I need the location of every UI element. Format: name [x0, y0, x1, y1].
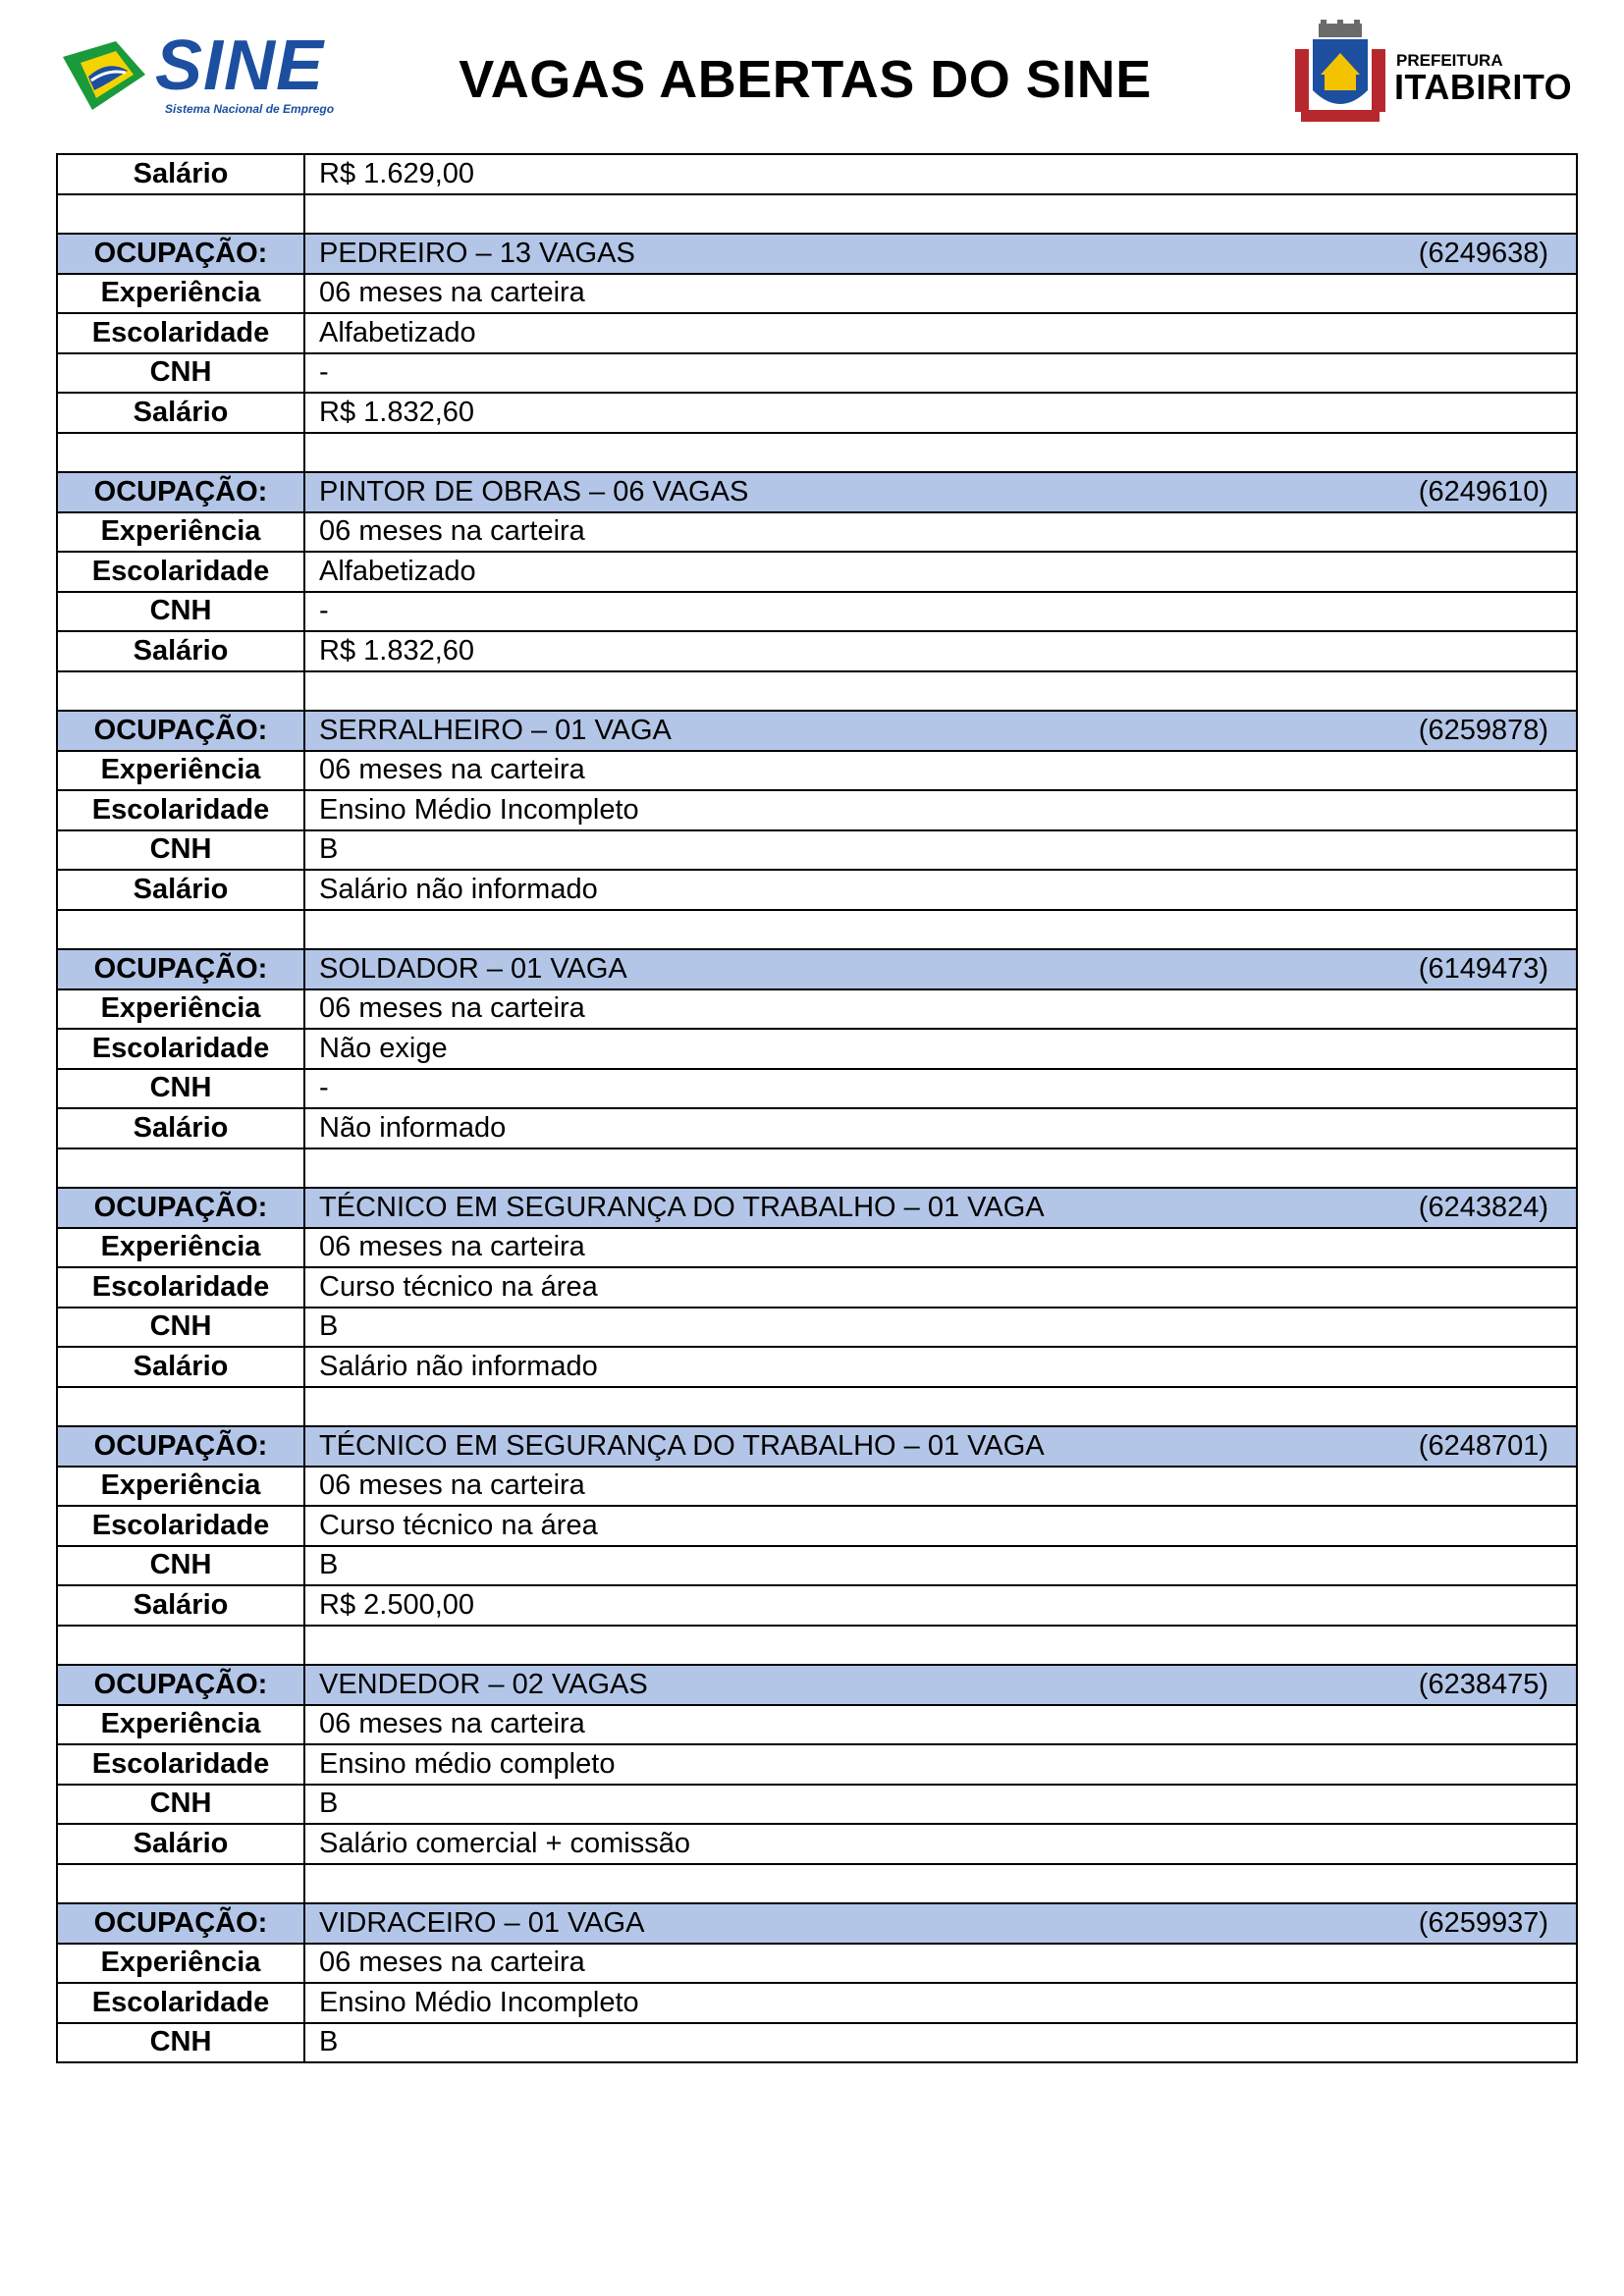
- sine-logo-text: SINE: [155, 27, 325, 105]
- table-row: [57, 830, 1577, 871]
- table-row: [57, 1108, 1577, 1148]
- salary-label: Salário: [57, 1108, 304, 1148]
- license-value: B: [304, 1546, 1577, 1586]
- spacer-row: [57, 1864, 1577, 1904]
- license-value: -: [304, 1069, 1577, 1109]
- license-label: CNH: [57, 1308, 304, 1348]
- brazil-flag-icon: [59, 37, 147, 114]
- sine-logo: [59, 29, 344, 123]
- table-row: [57, 790, 1577, 830]
- salary-label: Salário: [57, 1347, 304, 1387]
- salary-value: Salário não informado: [304, 870, 1577, 910]
- occupation-title: TÉCNICO EM SEGURANÇA DO TRABALHO – 01 VAGA: [319, 1191, 1045, 1223]
- license-label: CNH: [57, 1069, 304, 1109]
- occupation-title: PINTOR DE OBRAS – 06 VAGAS: [319, 475, 749, 507]
- license-value: -: [304, 592, 1577, 632]
- table-row: [57, 1585, 1577, 1626]
- spacer-row: [57, 1387, 1577, 1427]
- schooling-label: Escolaridade: [57, 1267, 304, 1308]
- schooling-value: Ensino Médio Incompleto: [304, 1983, 1577, 2023]
- table-row: [57, 2023, 1577, 2063]
- table-row: [57, 1308, 1577, 1348]
- spacer-cell: [304, 910, 1577, 950]
- spacer-cell: [57, 1626, 304, 1666]
- experience-label: Experiência: [57, 274, 304, 314]
- license-label: CNH: [57, 1785, 304, 1825]
- table-row: [57, 870, 1577, 910]
- salary-label: Salário: [57, 1585, 304, 1626]
- salary-value: Salário comercial + comissão: [304, 1824, 1577, 1864]
- occupation-code: (6249610): [1418, 475, 1548, 507]
- table-row: [57, 353, 1577, 394]
- occupation-code: (6249638): [1418, 237, 1548, 269]
- license-value: B: [304, 1785, 1577, 1825]
- salary-value: R$ 2.500,00: [304, 1585, 1577, 1626]
- table-row: [57, 274, 1577, 314]
- table-row: [57, 1824, 1577, 1864]
- license-value: B: [304, 1308, 1577, 1348]
- schooling-value: Não exige: [304, 1029, 1577, 1069]
- schooling-value: Ensino Médio Incompleto: [304, 790, 1577, 830]
- occupation-title: SERRALHEIRO – 01 VAGA: [319, 714, 672, 746]
- job-openings-table: [56, 153, 1578, 2063]
- spacer-cell: [57, 910, 304, 950]
- occupation-label: OCUPAÇÃO:: [57, 711, 304, 751]
- occupation-title: VENDEDOR – 02 VAGAS: [319, 1668, 648, 1700]
- occupation-cell: [304, 949, 1577, 989]
- occupation-title: SOLDADOR – 01 VAGA: [319, 952, 627, 985]
- salary-value: R$ 1.832,60: [304, 393, 1577, 433]
- prefeitura-label: PREFEITURA: [1396, 51, 1503, 70]
- experience-value: 06 meses na carteira: [304, 512, 1577, 553]
- occupation-label: OCUPAÇÃO:: [57, 234, 304, 274]
- experience-label: Experiência: [57, 1228, 304, 1268]
- table-row: [57, 1069, 1577, 1109]
- occupation-cell: [304, 711, 1577, 751]
- occupation-row: [57, 711, 1577, 751]
- table-row: [57, 1228, 1577, 1268]
- experience-label: Experiência: [57, 751, 304, 791]
- spacer-cell: [57, 433, 304, 473]
- occupation-title: PEDREIRO – 13 VAGAS: [319, 237, 635, 269]
- table-row: [57, 989, 1577, 1030]
- schooling-label: Escolaridade: [57, 313, 304, 353]
- occupation-row: [57, 1426, 1577, 1467]
- experience-value: 06 meses na carteira: [304, 1467, 1577, 1507]
- table-row: [57, 1347, 1577, 1387]
- salary-value: R$ 1.832,60: [304, 631, 1577, 671]
- license-label: CNH: [57, 830, 304, 871]
- spacer-cell: [57, 1148, 304, 1189]
- spacer-cell: [57, 194, 304, 235]
- spacer-cell: [304, 1626, 1577, 1666]
- table-row: [57, 631, 1577, 671]
- spacer-cell: [304, 194, 1577, 235]
- prefeitura-city-name: ITABIRITO: [1394, 67, 1573, 107]
- table-row: [57, 1506, 1577, 1546]
- table-row: [57, 393, 1577, 433]
- table-row: [57, 1029, 1577, 1069]
- prefeitura-logo: [1291, 20, 1576, 128]
- spacer-row: [57, 433, 1577, 473]
- occupation-row: [57, 1665, 1577, 1705]
- spacer-cell: [304, 433, 1577, 473]
- occupation-code: (6243824): [1418, 1191, 1548, 1223]
- license-label: CNH: [57, 353, 304, 394]
- occupation-cell: [304, 1188, 1577, 1228]
- occupation-code: (6238475): [1418, 1668, 1548, 1700]
- spacer-cell: [57, 671, 304, 712]
- schooling-value: Ensino médio completo: [304, 1744, 1577, 1785]
- schooling-label: Escolaridade: [57, 1744, 304, 1785]
- schooling-label: Escolaridade: [57, 1983, 304, 2023]
- experience-label: Experiência: [57, 1705, 304, 1745]
- table-row: [57, 154, 1577, 194]
- table-row: [57, 1785, 1577, 1825]
- occupation-label: OCUPAÇÃO:: [57, 1426, 304, 1467]
- salary-value: Salário não informado: [304, 1347, 1577, 1387]
- table-row: [57, 1546, 1577, 1586]
- occupation-cell: [304, 1426, 1577, 1467]
- experience-label: Experiência: [57, 989, 304, 1030]
- schooling-label: Escolaridade: [57, 1506, 304, 1546]
- schooling-value: Curso técnico na área: [304, 1267, 1577, 1308]
- salary-label: Salário: [57, 1824, 304, 1864]
- spacer-cell: [304, 1148, 1577, 1189]
- schooling-value: Curso técnico na área: [304, 1506, 1577, 1546]
- occupation-cell: [304, 472, 1577, 512]
- experience-label: Experiência: [57, 1467, 304, 1507]
- schooling-label: Escolaridade: [57, 552, 304, 592]
- schooling-value: Alfabetizado: [304, 313, 1577, 353]
- occupation-row: [57, 949, 1577, 989]
- table-row: [57, 1944, 1577, 1984]
- sine-logo-subtitle: Sistema Nacional de Emprego: [165, 102, 335, 116]
- spacer-cell: [304, 1387, 1577, 1427]
- occupation-code: (6259878): [1418, 714, 1548, 746]
- schooling-label: Escolaridade: [57, 790, 304, 830]
- salary-value: Não informado: [304, 1108, 1577, 1148]
- experience-value: 06 meses na carteira: [304, 1228, 1577, 1268]
- occupation-code: (6248701): [1418, 1429, 1548, 1462]
- table-row: [57, 751, 1577, 791]
- occupation-cell: [304, 234, 1577, 274]
- page-title: VAGAS ABERTAS DO SINE: [459, 50, 1152, 109]
- salary-label: Salário: [57, 870, 304, 910]
- experience-label: Experiência: [57, 512, 304, 553]
- city-crest-icon: [1291, 20, 1389, 128]
- license-label: CNH: [57, 1546, 304, 1586]
- schooling-label: Escolaridade: [57, 1029, 304, 1069]
- occupation-title: VIDRACEIRO – 01 VAGA: [319, 1906, 645, 1939]
- spacer-row: [57, 910, 1577, 950]
- occupation-title: TÉCNICO EM SEGURANÇA DO TRABALHO – 01 VAGA: [319, 1429, 1045, 1462]
- salary-label: Salário: [57, 631, 304, 671]
- experience-value: 06 meses na carteira: [304, 274, 1577, 314]
- spacer-row: [57, 1148, 1577, 1189]
- table-row: [57, 592, 1577, 632]
- experience-value: 06 meses na carteira: [304, 989, 1577, 1030]
- spacer-cell: [57, 1864, 304, 1904]
- salary-label: Salário: [57, 393, 304, 433]
- schooling-value: Alfabetizado: [304, 552, 1577, 592]
- license-value: B: [304, 830, 1577, 871]
- license-label: CNH: [57, 592, 304, 632]
- occupation-code: (6149473): [1418, 952, 1548, 985]
- page-header: [0, 0, 1624, 147]
- table-row: [57, 552, 1577, 592]
- occupation-row: [57, 1188, 1577, 1228]
- experience-label: Experiência: [57, 1944, 304, 1984]
- table-row: [57, 512, 1577, 553]
- spacer-cell: [304, 671, 1577, 712]
- table-row: [57, 1267, 1577, 1308]
- table-row: [57, 1705, 1577, 1745]
- license-value: -: [304, 353, 1577, 394]
- occupation-label: OCUPAÇÃO:: [57, 1903, 304, 1944]
- occupation-code: (6259937): [1418, 1906, 1548, 1939]
- experience-value: 06 meses na carteira: [304, 1705, 1577, 1745]
- occupation-row: [57, 234, 1577, 274]
- table-row: [57, 1983, 1577, 2023]
- license-value: B: [304, 2023, 1577, 2063]
- occupation-label: OCUPAÇÃO:: [57, 1188, 304, 1228]
- table-row: [57, 313, 1577, 353]
- experience-value: 06 meses na carteira: [304, 1944, 1577, 1984]
- occupation-label: OCUPAÇÃO:: [57, 1665, 304, 1705]
- table-row: [57, 1467, 1577, 1507]
- experience-value: 06 meses na carteira: [304, 751, 1577, 791]
- occupation-cell: [304, 1903, 1577, 1944]
- spacer-cell: [57, 1387, 304, 1427]
- occupation-label: OCUPAÇÃO:: [57, 949, 304, 989]
- occupation-label: OCUPAÇÃO:: [57, 472, 304, 512]
- occupation-cell: [304, 1665, 1577, 1705]
- table-row: [57, 1744, 1577, 1785]
- spacer-row: [57, 194, 1577, 235]
- occupation-row: [57, 472, 1577, 512]
- salary-label: Salário: [57, 154, 304, 194]
- spacer-cell: [304, 1864, 1577, 1904]
- spacer-row: [57, 671, 1577, 712]
- salary-value: R$ 1.629,00: [304, 154, 1577, 194]
- license-label: CNH: [57, 2023, 304, 2063]
- occupation-row: [57, 1903, 1577, 1944]
- spacer-row: [57, 1626, 1577, 1666]
